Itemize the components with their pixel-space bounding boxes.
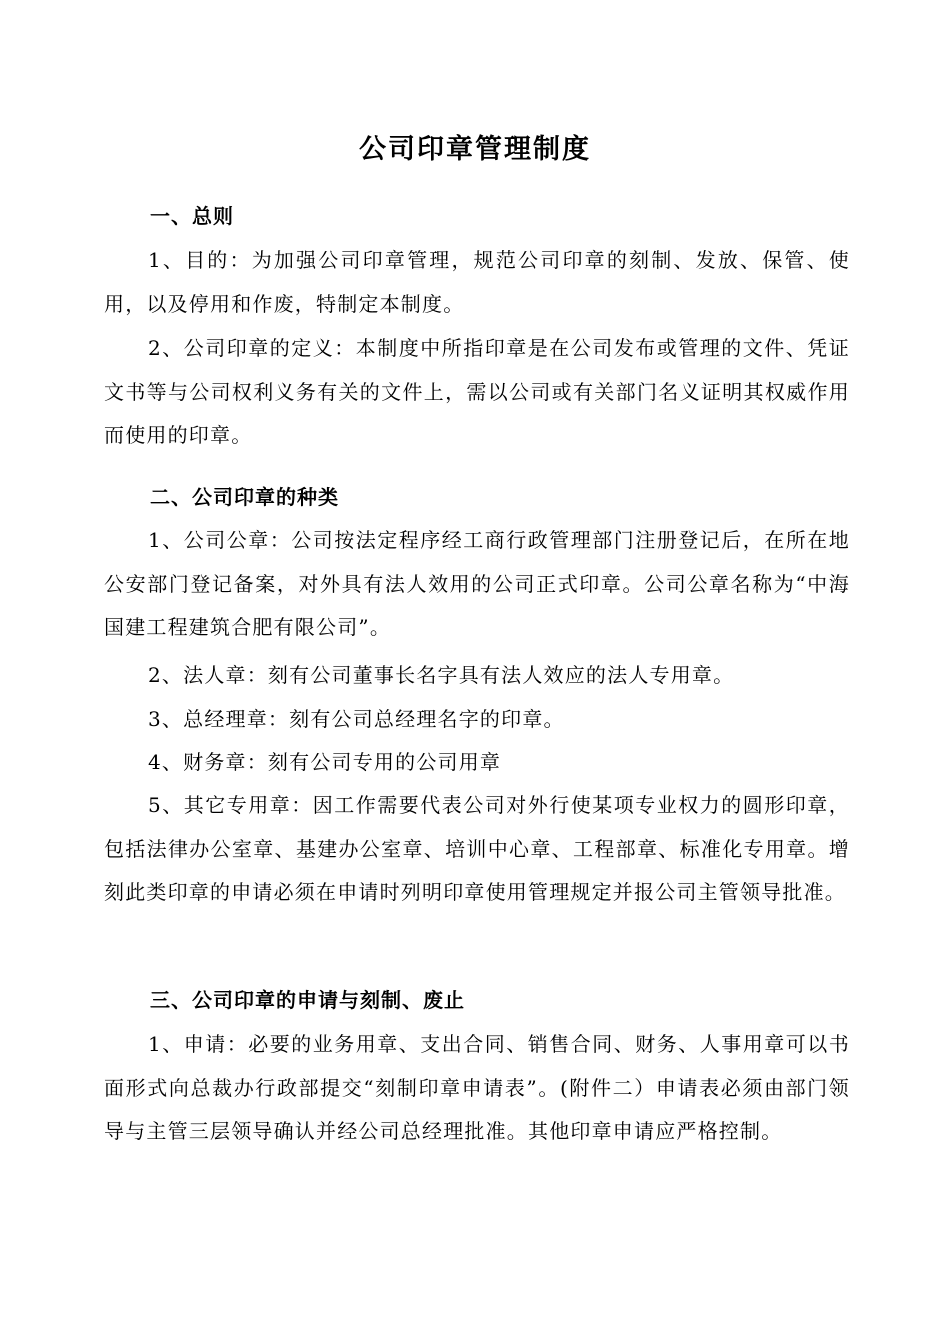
section-heading-general: 一、总则: [150, 204, 234, 228]
paragraph-finance-seal: 4、财务章：刻有公司专用的公司用章: [148, 750, 502, 774]
paragraph-special-seal: 5、其它专用章：因工作需要代表公司对外行使某项专业权力的圆形印章，包括法律办公室章、基建办公室章、培训中心章、工程部章、标准化专用章。增刻此类印章的申请必须在申请时列明印章使用管理规定并报公司主管领导批准。: [104, 793, 850, 904]
section-heading-seal-types: 二、公司印章的种类: [150, 485, 339, 509]
paragraph-seal-definition: 2、公司印章的定义：本制度中所指印章是在公司发布或管理的文件、凭证文书等与公司权利义务有关的文件上，需以公司或有关部门名义证明其权威作用而使用的印章。: [104, 336, 850, 447]
paragraph-application: 1、申请：必要的业务用章、支出合同、销售合同、财务、人事用章可以书面形式向总裁办行政部提交“刻制印章申请表”。(附件二）申请表必须由部门领导与主管三层领导确认并经公司总经理批准。其他印章申请应严格控制。: [104, 1032, 850, 1143]
paragraph-legal-person-seal: 2、法人章：刻有公司董事长名字具有法人效应的法人专用章。: [148, 663, 735, 687]
paragraph-general-manager-seal: 3、总经理章：刻有公司总经理名字的印章。: [148, 707, 565, 731]
page-title: 公司印章管理制度: [359, 134, 591, 165]
paragraph-purpose: 1、目的：为加强公司印章管理，规范公司印章的刻制、发放、保管、使用，以及停用和作废，特制定本制度。: [104, 248, 850, 316]
paragraph-company-seal: 1、公司公章：公司按法定程序经工商行政管理部门注册登记后，在所在地公安部门登记备案，对外具有法人效用的公司正式印章。公司公章名称为“中海国建工程建筑合肥有限公司”。: [104, 528, 850, 639]
section-heading-application: 三、公司印章的申请与刻制、废止: [150, 988, 465, 1012]
